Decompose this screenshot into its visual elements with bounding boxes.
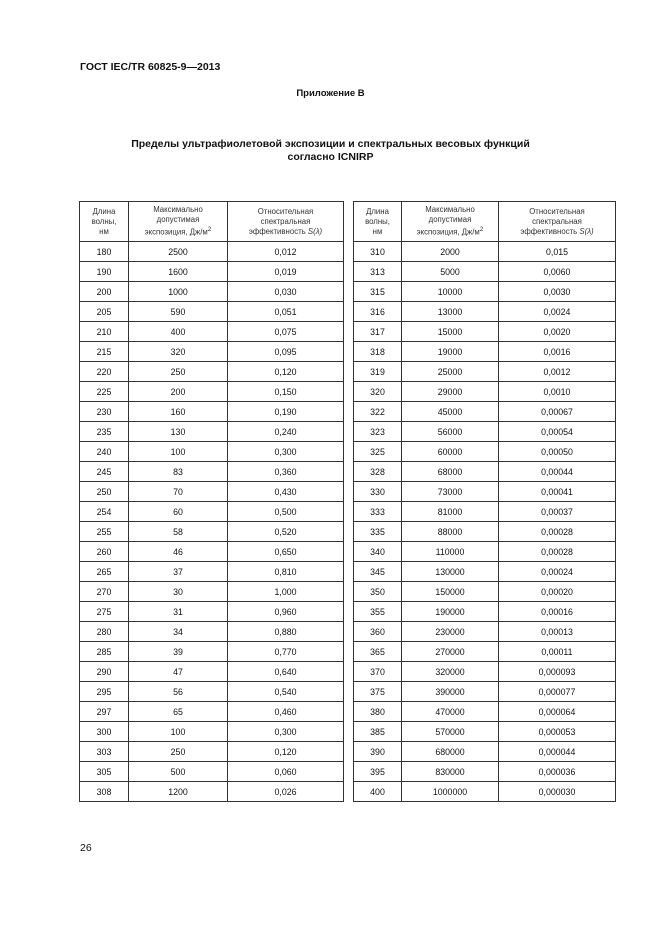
cell-efficiency-right: 0,00024 xyxy=(499,562,616,582)
cell-wavelength-right: 330 xyxy=(354,482,402,502)
cell-efficiency-right: 0,00020 xyxy=(499,582,616,602)
page-number: 26 xyxy=(80,842,92,854)
cell-exposure-left: 250 xyxy=(129,742,228,762)
cell-efficiency-left: 0,190 xyxy=(228,402,344,422)
cell-exposure-left: 320 xyxy=(129,342,228,362)
column-gap xyxy=(344,762,354,782)
header-wavelength-right: Длина волны, нм xyxy=(354,202,402,242)
cell-exposure-right: 68000 xyxy=(402,462,499,482)
cell-wavelength-right: 335 xyxy=(354,522,402,542)
cell-wavelength-left: 205 xyxy=(80,302,129,322)
cell-exposure-right: 29000 xyxy=(402,382,499,402)
column-gap xyxy=(344,442,354,462)
header-efficiency-left: Относительная спектральная эффективность S(λ) xyxy=(228,202,344,242)
cell-efficiency-left: 0,640 xyxy=(228,662,344,682)
column-gap xyxy=(344,282,354,302)
cell-efficiency-right: 0,00011 xyxy=(499,642,616,662)
column-gap xyxy=(344,782,354,802)
cell-efficiency-left: 0,770 xyxy=(228,642,344,662)
title-line-1: Пределы ультрафиолетовой экспозиции и спектральных весовых функций xyxy=(131,138,530,150)
cell-wavelength-right: 333 xyxy=(354,502,402,522)
cell-efficiency-right: 0,0010 xyxy=(499,382,616,402)
table-row xyxy=(80,402,616,422)
cell-wavelength-left: 303 xyxy=(80,742,129,762)
column-gap xyxy=(344,542,354,562)
cell-wavelength-left: 255 xyxy=(80,522,129,542)
cell-efficiency-right: 0,00037 xyxy=(499,502,616,522)
cell-exposure-left: 1600 xyxy=(129,262,228,282)
cell-efficiency-right: 0,00044 xyxy=(499,462,616,482)
table-row xyxy=(80,442,616,462)
cell-efficiency-right: 0,0012 xyxy=(499,362,616,382)
header-wavelength-left: Длина волны, нм xyxy=(80,202,129,242)
column-gap xyxy=(344,402,354,422)
cell-wavelength-left: 280 xyxy=(80,622,129,642)
table-row xyxy=(80,542,616,562)
cell-exposure-left: 31 xyxy=(129,602,228,622)
cell-wavelength-left: 210 xyxy=(80,322,129,342)
column-gap xyxy=(344,682,354,702)
cell-exposure-left: 590 xyxy=(129,302,228,322)
column-gap xyxy=(344,302,354,322)
column-gap xyxy=(344,342,354,362)
table-row xyxy=(80,282,616,302)
cell-exposure-left: 47 xyxy=(129,662,228,682)
cell-wavelength-left: 240 xyxy=(80,442,129,462)
cell-exposure-right: 25000 xyxy=(402,362,499,382)
column-gap xyxy=(344,322,354,342)
cell-exposure-left: 2500 xyxy=(129,242,228,262)
cell-wavelength-right: 380 xyxy=(354,702,402,722)
column-gap xyxy=(344,262,354,282)
cell-efficiency-left: 0,300 xyxy=(228,722,344,742)
cell-wavelength-left: 200 xyxy=(80,282,129,302)
column-gap xyxy=(344,242,354,262)
cell-wavelength-left: 300 xyxy=(80,722,129,742)
cell-wavelength-right: 320 xyxy=(354,382,402,402)
document-standard-number: ГОСТ IEC/TR 60825-9—2013 xyxy=(80,61,221,73)
cell-exposure-right: 470000 xyxy=(402,702,499,722)
cell-efficiency-left: 0,060 xyxy=(228,762,344,782)
cell-exposure-right: 830000 xyxy=(402,762,499,782)
column-gap xyxy=(344,522,354,542)
cell-exposure-left: 60 xyxy=(129,502,228,522)
cell-exposure-right: 230000 xyxy=(402,622,499,642)
table-row xyxy=(80,422,616,442)
cell-efficiency-right: 0,00054 xyxy=(499,422,616,442)
page-title xyxy=(0,138,661,164)
cell-exposure-left: 130 xyxy=(129,422,228,442)
cell-wavelength-left: 260 xyxy=(80,542,129,562)
cell-efficiency-right: 0,00028 xyxy=(499,522,616,542)
table-row xyxy=(80,242,616,262)
cell-efficiency-left: 0,051 xyxy=(228,302,344,322)
cell-exposure-right: 110000 xyxy=(402,542,499,562)
table-row xyxy=(80,642,616,662)
cell-wavelength-right: 315 xyxy=(354,282,402,302)
column-gap xyxy=(344,702,354,722)
column-gap xyxy=(344,642,354,662)
column-gap xyxy=(344,462,354,482)
cell-efficiency-left: 0,650 xyxy=(228,542,344,562)
cell-wavelength-right: 385 xyxy=(354,722,402,742)
cell-exposure-left: 160 xyxy=(129,402,228,422)
cell-efficiency-right: 0,000053 xyxy=(499,722,616,742)
cell-wavelength-right: 310 xyxy=(354,242,402,262)
cell-exposure-left: 100 xyxy=(129,722,228,742)
cell-wavelength-right: 328 xyxy=(354,462,402,482)
cell-wavelength-right: 318 xyxy=(354,342,402,362)
cell-exposure-right: 45000 xyxy=(402,402,499,422)
cell-wavelength-left: 245 xyxy=(80,462,129,482)
cell-efficiency-right: 0,000030 xyxy=(499,782,616,802)
cell-efficiency-left: 0,120 xyxy=(228,362,344,382)
cell-wavelength-left: 235 xyxy=(80,422,129,442)
cell-exposure-right: 390000 xyxy=(402,682,499,702)
cell-wavelength-right: 316 xyxy=(354,302,402,322)
cell-wavelength-left: 275 xyxy=(80,602,129,622)
cell-exposure-left: 400 xyxy=(129,322,228,342)
table-row xyxy=(80,582,616,602)
table-row xyxy=(80,602,616,622)
cell-exposure-left: 34 xyxy=(129,622,228,642)
header-exposure-right: Максимально допустимая экспозиция, $Дж/м^2$ xyxy=(402,202,499,242)
cell-exposure-right: 2000 xyxy=(402,242,499,262)
cell-wavelength-right: 350 xyxy=(354,582,402,602)
column-gap xyxy=(344,722,354,742)
cell-efficiency-left: 0,360 xyxy=(228,462,344,482)
cell-wavelength-right: 313 xyxy=(354,262,402,282)
cell-wavelength-right: 322 xyxy=(354,402,402,422)
cell-efficiency-left: 0,430 xyxy=(228,482,344,502)
cell-exposure-left: 30 xyxy=(129,582,228,602)
cell-efficiency-left: 0,300 xyxy=(228,442,344,462)
header-exposure-left: Максимально допустимая экспозиция, $Дж/м^2$ xyxy=(129,202,228,242)
cell-exposure-right: 1000000 xyxy=(402,782,499,802)
cell-exposure-right: 88000 xyxy=(402,522,499,542)
cell-efficiency-right: 0,0020 xyxy=(499,322,616,342)
table-row xyxy=(80,622,616,642)
cell-wavelength-right: 370 xyxy=(354,662,402,682)
cell-wavelength-left: 290 xyxy=(80,662,129,682)
table-row xyxy=(80,382,616,402)
table-row xyxy=(80,482,616,502)
cell-exposure-left: 39 xyxy=(129,642,228,662)
column-gap xyxy=(344,622,354,642)
cell-efficiency-left: 0,012 xyxy=(228,242,344,262)
cell-efficiency-right: 0,000064 xyxy=(499,702,616,722)
cell-wavelength-right: 355 xyxy=(354,602,402,622)
cell-efficiency-left: 0,075 xyxy=(228,322,344,342)
column-gap xyxy=(344,362,354,382)
table-row xyxy=(80,782,616,802)
table-row xyxy=(80,322,616,342)
cell-wavelength-left: 220 xyxy=(80,362,129,382)
column-gap xyxy=(344,582,354,602)
cell-wavelength-left: 285 xyxy=(80,642,129,662)
table-row xyxy=(80,762,616,782)
cell-wavelength-left: 250 xyxy=(80,482,129,502)
column-gap xyxy=(344,422,354,442)
cell-wavelength-left: 308 xyxy=(80,782,129,802)
cell-efficiency-left: 0,120 xyxy=(228,742,344,762)
column-gap xyxy=(344,502,354,522)
cell-efficiency-right: 0,000036 xyxy=(499,762,616,782)
column-gap xyxy=(344,482,354,502)
cell-wavelength-right: 345 xyxy=(354,562,402,582)
table-row xyxy=(80,262,616,282)
table-row xyxy=(80,682,616,702)
column-gap xyxy=(344,662,354,682)
cell-exposure-left: 83 xyxy=(129,462,228,482)
table-row xyxy=(80,342,616,362)
cell-efficiency-right: 0,00013 xyxy=(499,622,616,642)
cell-exposure-left: 65 xyxy=(129,702,228,722)
cell-wavelength-right: 360 xyxy=(354,622,402,642)
cell-exposure-right: 570000 xyxy=(402,722,499,742)
header-efficiency-right: Относительная спектральная эффективность S(λ) xyxy=(499,202,616,242)
cell-wavelength-right: 317 xyxy=(354,322,402,342)
cell-wavelength-left: 297 xyxy=(80,702,129,722)
table-row xyxy=(80,362,616,382)
cell-wavelength-left: 305 xyxy=(80,762,129,782)
cell-exposure-right: 190000 xyxy=(402,602,499,622)
cell-wavelength-left: 180 xyxy=(80,242,129,262)
cell-exposure-left: 56 xyxy=(129,682,228,702)
table-row xyxy=(80,462,616,482)
cell-exposure-left: 250 xyxy=(129,362,228,382)
table-row xyxy=(80,722,616,742)
cell-wavelength-left: 225 xyxy=(80,382,129,402)
cell-wavelength-left: 254 xyxy=(80,502,129,522)
cell-efficiency-left: 0,500 xyxy=(228,502,344,522)
cell-exposure-left: 37 xyxy=(129,562,228,582)
cell-efficiency-left: 0,520 xyxy=(228,522,344,542)
cell-efficiency-left: 0,019 xyxy=(228,262,344,282)
cell-wavelength-right: 323 xyxy=(354,422,402,442)
cell-exposure-left: 1000 xyxy=(129,282,228,302)
appendix-label: Приложение В xyxy=(296,88,365,99)
cell-efficiency-left: 1,000 xyxy=(228,582,344,602)
cell-wavelength-left: 270 xyxy=(80,582,129,602)
table-row xyxy=(80,662,616,682)
cell-efficiency-left: 0,240 xyxy=(228,422,344,442)
cell-exposure-left: 46 xyxy=(129,542,228,562)
cell-wavelength-left: 295 xyxy=(80,682,129,702)
uv-exposure-table xyxy=(79,201,616,802)
cell-exposure-right: 150000 xyxy=(402,582,499,602)
cell-wavelength-right: 365 xyxy=(354,642,402,662)
column-gap xyxy=(344,202,354,242)
cell-efficiency-left: 0,810 xyxy=(228,562,344,582)
cell-efficiency-left: 0,460 xyxy=(228,702,344,722)
cell-exposure-left: 1200 xyxy=(129,782,228,802)
cell-exposure-right: 56000 xyxy=(402,422,499,442)
table-body xyxy=(80,242,616,802)
cell-efficiency-left: 0,095 xyxy=(228,342,344,362)
cell-exposure-right: 270000 xyxy=(402,642,499,662)
title-line-2: согласно ICNIRP xyxy=(287,151,374,163)
cell-efficiency-right: 0,000044 xyxy=(499,742,616,762)
cell-efficiency-right: 0,000093 xyxy=(499,662,616,682)
cell-wavelength-right: 400 xyxy=(354,782,402,802)
cell-exposure-right: 13000 xyxy=(402,302,499,322)
cell-exposure-left: 58 xyxy=(129,522,228,542)
cell-wavelength-left: 190 xyxy=(80,262,129,282)
cell-exposure-left: 500 xyxy=(129,762,228,782)
cell-efficiency-left: 0,150 xyxy=(228,382,344,402)
cell-exposure-right: 73000 xyxy=(402,482,499,502)
cell-efficiency-right: 0,000077 xyxy=(499,682,616,702)
cell-exposure-right: 320000 xyxy=(402,662,499,682)
cell-wavelength-right: 319 xyxy=(354,362,402,382)
cell-exposure-right: 130000 xyxy=(402,562,499,582)
cell-exposure-right: 5000 xyxy=(402,262,499,282)
cell-efficiency-right: 0,00067 xyxy=(499,402,616,422)
cell-efficiency-right: 0,015 xyxy=(499,242,616,262)
cell-efficiency-right: 0,0030 xyxy=(499,282,616,302)
cell-wavelength-left: 230 xyxy=(80,402,129,422)
cell-efficiency-right: 0,0024 xyxy=(499,302,616,322)
cell-wavelength-right: 340 xyxy=(354,542,402,562)
column-gap xyxy=(344,742,354,762)
cell-wavelength-left: 265 xyxy=(80,562,129,582)
cell-wavelength-right: 325 xyxy=(354,442,402,462)
table-row xyxy=(80,562,616,582)
table-row xyxy=(80,502,616,522)
cell-exposure-right: 60000 xyxy=(402,442,499,462)
column-gap xyxy=(344,382,354,402)
cell-efficiency-right: 0,00016 xyxy=(499,602,616,622)
table-header-row xyxy=(80,202,616,242)
cell-wavelength-right: 390 xyxy=(354,742,402,762)
table-row xyxy=(80,702,616,722)
cell-exposure-left: 70 xyxy=(129,482,228,502)
cell-efficiency-right: 0,00028 xyxy=(499,542,616,562)
table-row xyxy=(80,522,616,542)
cell-efficiency-left: 0,030 xyxy=(228,282,344,302)
table-row xyxy=(80,302,616,322)
column-gap xyxy=(344,602,354,622)
cell-exposure-right: 81000 xyxy=(402,502,499,522)
cell-efficiency-right: 0,0016 xyxy=(499,342,616,362)
cell-efficiency-left: 0,026 xyxy=(228,782,344,802)
cell-exposure-left: 200 xyxy=(129,382,228,402)
cell-exposure-right: 19000 xyxy=(402,342,499,362)
cell-wavelength-right: 395 xyxy=(354,762,402,782)
cell-efficiency-left: 0,880 xyxy=(228,622,344,642)
column-gap xyxy=(344,562,354,582)
cell-efficiency-right: 0,00041 xyxy=(499,482,616,502)
cell-exposure-right: 15000 xyxy=(402,322,499,342)
cell-exposure-right: 10000 xyxy=(402,282,499,302)
cell-wavelength-right: 375 xyxy=(354,682,402,702)
cell-wavelength-left: 215 xyxy=(80,342,129,362)
cell-efficiency-right: 0,00050 xyxy=(499,442,616,462)
cell-efficiency-left: 0,960 xyxy=(228,602,344,622)
cell-efficiency-left: 0,540 xyxy=(228,682,344,702)
cell-efficiency-right: 0,0060 xyxy=(499,262,616,282)
cell-exposure-right: 680000 xyxy=(402,742,499,762)
table-row xyxy=(80,742,616,762)
cell-exposure-left: 100 xyxy=(129,442,228,462)
